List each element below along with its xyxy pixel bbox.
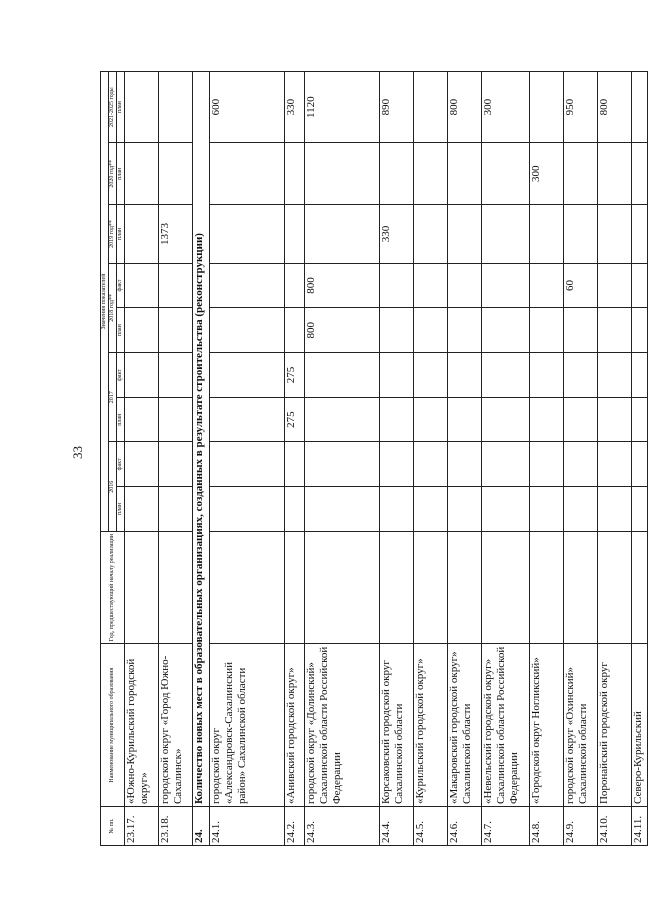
cell-value: [564, 531, 598, 643]
table-row: [125, 72, 159, 846]
cell-value: [125, 442, 159, 487]
row-num: 24.2.: [285, 807, 305, 846]
cell-value: [564, 487, 598, 532]
row-name: «Макаровский городской округ» Сахалинской области: [448, 644, 482, 807]
cell-value: [159, 442, 193, 487]
cell-value: [482, 487, 530, 532]
section-num: 24.: [193, 807, 210, 846]
cell-value: [414, 353, 448, 398]
cell-value: [564, 143, 598, 205]
cell-value: [530, 205, 564, 263]
cell-value: [210, 353, 285, 398]
cell-value: [632, 143, 648, 205]
rotated-table-container: [100, 71, 644, 846]
header-plan: план: [117, 397, 125, 442]
row-name: «Курильский городской округ»: [414, 644, 448, 807]
cell-value: [564, 205, 598, 263]
row-num: 24.6.: [448, 807, 482, 846]
cell-value: [632, 205, 648, 263]
cell-value: 890: [380, 72, 414, 143]
header-2021: 2021-2025 годы: [109, 72, 117, 143]
cell-value: [159, 353, 193, 398]
cell-value: [210, 143, 285, 205]
header-plan: план: [117, 308, 125, 353]
header-plan: план: [117, 487, 125, 532]
cell-value: [448, 397, 482, 442]
cell-value: [210, 487, 285, 532]
header-plan: план: [117, 143, 125, 205]
cell-value: [125, 205, 159, 263]
cell-value: [482, 143, 530, 205]
section-row: [193, 72, 210, 846]
row-name: городской округ «Долинский» Сахалинской области Российской Федерации: [305, 644, 380, 807]
cell-value: [414, 72, 448, 143]
row-name: Корсаковский городской округ Сахалинской области: [380, 644, 414, 807]
table-body: [125, 72, 648, 846]
cell-value: [285, 487, 305, 532]
cell-value: [125, 531, 159, 643]
cell-value: 950: [564, 72, 598, 143]
header-fact: факт: [117, 263, 125, 308]
cell-value: [448, 205, 482, 263]
table-row: [482, 72, 530, 846]
cell-value: [159, 308, 193, 353]
cell-value: [125, 353, 159, 398]
cell-value: [598, 442, 632, 487]
cell-value: [125, 143, 159, 205]
row-num: 24.7.: [482, 807, 530, 846]
cell-value: [482, 308, 530, 353]
cell-value: [598, 263, 632, 308]
cell-value: [482, 263, 530, 308]
cell-value: [285, 308, 305, 353]
table-row: [285, 72, 305, 846]
cell-value: 60: [564, 263, 598, 308]
cell-value: 300: [482, 72, 530, 143]
header-year-before: Год, предшествующий началу реализации: [101, 531, 125, 643]
cell-value: [159, 397, 193, 442]
header-group: Значения показателей: [101, 72, 109, 532]
cell-value: [125, 72, 159, 143]
cell-value: [125, 308, 159, 353]
row-name: «Невельский городской округ» Сахалинской области Российской Федерации: [482, 644, 530, 807]
cell-value: [125, 397, 159, 442]
row-name: городской округ «Охинский» Сахалинской области: [564, 644, 598, 807]
header-plan: план: [117, 72, 125, 143]
table-row: [210, 72, 285, 846]
cell-value: [598, 531, 632, 643]
row-num: 24.10.: [598, 807, 632, 846]
cell-value: 1373: [159, 205, 193, 263]
table-row: [530, 72, 564, 846]
cell-value: [530, 531, 564, 643]
page-number: 33: [70, 446, 85, 459]
cell-value: [632, 397, 648, 442]
cell-value: [210, 263, 285, 308]
cell-value: [414, 308, 448, 353]
cell-value: [285, 442, 305, 487]
cell-value: [159, 143, 193, 205]
cell-value: [448, 531, 482, 643]
cell-value: [414, 205, 448, 263]
cell-value: [380, 143, 414, 205]
table-row: [448, 72, 482, 846]
cell-value: [305, 143, 380, 205]
cell-value: [305, 205, 380, 263]
cell-value: [305, 397, 380, 442]
table-row: [159, 72, 193, 846]
table-row: [414, 72, 448, 846]
cell-value: [564, 353, 598, 398]
cell-value: 800: [598, 72, 632, 143]
cell-value: [632, 263, 648, 308]
cell-value: [380, 442, 414, 487]
cell-value: [380, 397, 414, 442]
cell-value: [530, 72, 564, 143]
header-2017: 2017: [109, 353, 117, 442]
cell-value: [305, 353, 380, 398]
cell-value: 800: [448, 72, 482, 143]
cell-value: [380, 531, 414, 643]
cell-value: [159, 487, 193, 532]
cell-value: [448, 442, 482, 487]
cell-value: [414, 397, 448, 442]
cell-value: [210, 442, 285, 487]
row-name: Северо-Курильский: [632, 644, 648, 807]
cell-value: [448, 353, 482, 398]
table-row: [632, 72, 648, 846]
row-num: 24.5.: [414, 807, 448, 846]
header-fact: факт: [117, 353, 125, 398]
cell-value: [530, 263, 564, 308]
cell-value: [210, 205, 285, 263]
cell-value: [448, 308, 482, 353]
cell-value: [598, 308, 632, 353]
header-name: Наименование муниципального образования: [101, 644, 125, 807]
cell-value: [598, 397, 632, 442]
cell-value: [414, 531, 448, 643]
cell-value: [598, 143, 632, 205]
header-2019: 2019 год**: [109, 205, 117, 263]
cell-value: 330: [380, 205, 414, 263]
cell-value: [598, 353, 632, 398]
cell-value: [285, 531, 305, 643]
cell-value: [530, 308, 564, 353]
cell-value: [448, 487, 482, 532]
header-plan: план: [117, 205, 125, 263]
cell-value: [564, 442, 598, 487]
cell-value: [159, 72, 193, 143]
cell-value: [530, 397, 564, 442]
cell-value: 800: [305, 308, 380, 353]
cell-value: [482, 353, 530, 398]
cell-value: [285, 205, 305, 263]
cell-value: [482, 205, 530, 263]
cell-value: [632, 487, 648, 532]
cell-value: [598, 487, 632, 532]
table-row: [564, 72, 598, 846]
row-name: «Анивский городской округ»: [285, 644, 305, 807]
cell-value: [482, 531, 530, 643]
cell-value: [564, 397, 598, 442]
table-row: [598, 72, 632, 846]
cell-value: [210, 397, 285, 442]
cell-value: 275: [285, 397, 305, 442]
row-num: 24.1.: [210, 807, 285, 846]
cell-value: [159, 263, 193, 308]
cell-value: [125, 487, 159, 532]
cell-value: [210, 308, 285, 353]
header-fact: факт: [117, 442, 125, 487]
cell-value: 600: [210, 72, 285, 143]
row-num: 24.8.: [530, 807, 564, 846]
cell-value: [448, 143, 482, 205]
cell-value: 275: [285, 353, 305, 398]
cell-value: [380, 308, 414, 353]
table-header: [101, 72, 125, 846]
cell-value: [598, 205, 632, 263]
cell-value: 1120: [305, 72, 380, 143]
cell-value: 330: [285, 72, 305, 143]
cell-value: [632, 353, 648, 398]
row-num: 24.11.: [632, 807, 648, 846]
table-row: [380, 72, 414, 846]
row-name: Поронайский городской округ: [598, 644, 632, 807]
cell-value: [530, 353, 564, 398]
cell-value: [482, 397, 530, 442]
cell-value: [632, 72, 648, 143]
indicator-table: [100, 71, 648, 846]
header-num: № пп.: [101, 807, 125, 846]
section-title: Количество новых мест в образовательных организациях, созданных в результате строительства (реконструкции): [193, 72, 210, 807]
row-name: городской округ «Город Южно-Сахалинск»: [159, 644, 193, 807]
cell-value: [305, 531, 380, 643]
cell-value: [305, 442, 380, 487]
cell-value: [414, 442, 448, 487]
header-2016: 2016: [109, 442, 117, 531]
cell-value: [159, 531, 193, 643]
cell-value: [414, 143, 448, 205]
cell-value: [380, 487, 414, 532]
table-row: [305, 72, 380, 846]
row-num: 24.9.: [564, 807, 598, 846]
row-num: 24.4.: [380, 807, 414, 846]
cell-value: [530, 442, 564, 487]
cell-value: [210, 531, 285, 643]
cell-value: [564, 308, 598, 353]
row-name: «Южно-Курильский городской округ»: [125, 644, 159, 807]
cell-value: [632, 308, 648, 353]
cell-value: [125, 263, 159, 308]
row-num: 23.18.: [159, 807, 193, 846]
cell-value: [414, 263, 448, 308]
cell-value: [482, 442, 530, 487]
header-2018: 2018 год**: [109, 263, 117, 352]
row-name: городской округ «Александровск-Сахалинский район» Сахалинской области: [210, 644, 285, 807]
cell-value: [414, 487, 448, 532]
cell-value: [632, 531, 648, 643]
row-num: 24.3.: [305, 807, 380, 846]
cell-value: 800: [305, 263, 380, 308]
cell-value: [285, 263, 305, 308]
cell-value: 300: [530, 143, 564, 205]
cell-value: [632, 442, 648, 487]
header-2020: 2020 год**: [109, 143, 117, 205]
row-num: 23.17.: [125, 807, 159, 846]
cell-value: [380, 263, 414, 308]
cell-value: [530, 487, 564, 532]
cell-value: [285, 143, 305, 205]
row-name: «Городской округ Ногликский»: [530, 644, 564, 807]
cell-value: [380, 353, 414, 398]
cell-value: [305, 487, 380, 532]
cell-value: [448, 263, 482, 308]
